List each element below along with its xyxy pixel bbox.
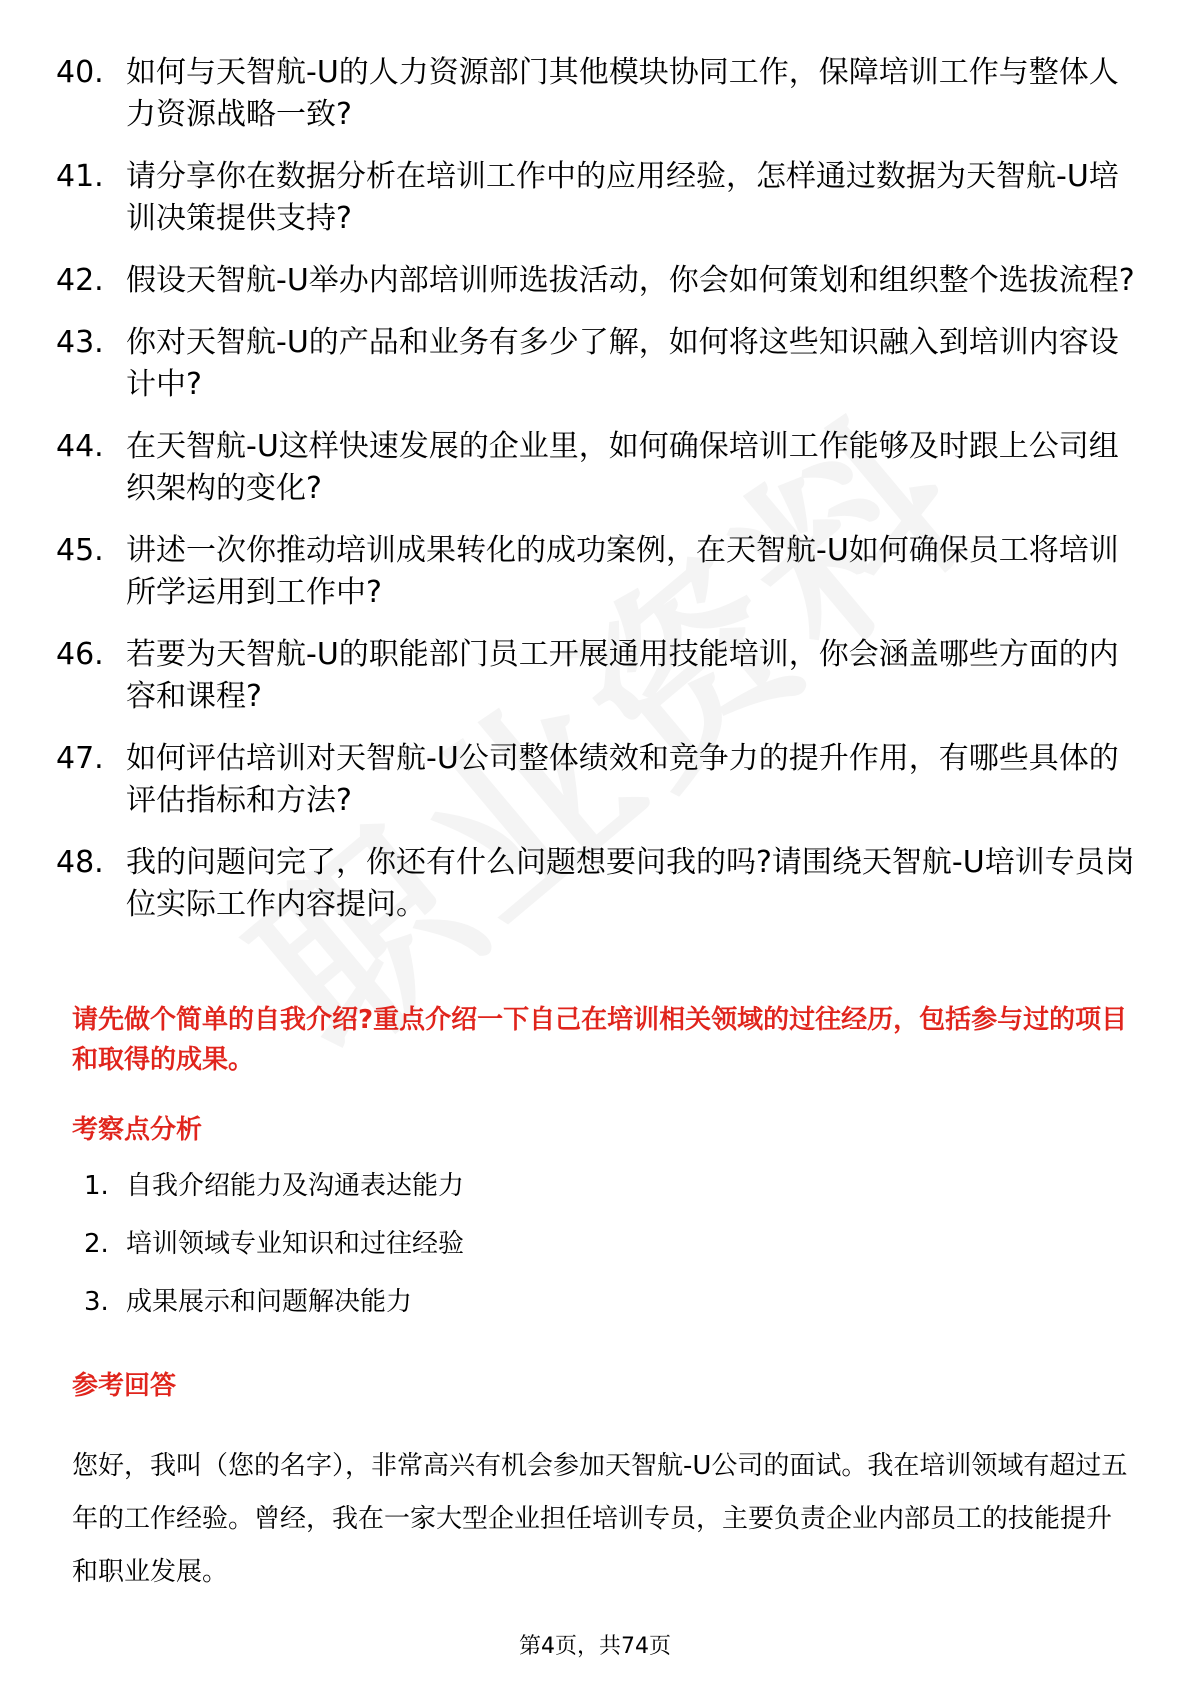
point-text: 培训领域专业知识和过往经验 [126,1229,465,1259]
page-footer: 第4页，共74页 [519,1634,671,1659]
question-number: 42. [56,263,104,298]
point-text: 自我介绍能力及沟通表达能力 [126,1171,465,1201]
question-item [56,52,1136,136]
question-item [56,260,1136,302]
question-item [56,842,1136,926]
question-text: 你对天智航-U的产品和业务有多少了解，如何将这些知识融入到培训内容设计中? [126,325,1119,402]
point-number: 3. [84,1287,109,1317]
question-item [56,634,1136,718]
question-text: 如何评估培训对天智航-U公司整体绩效和竞争力的提升作用，有哪些具体的评估指标和方法? [126,741,1119,818]
analysis-heading: 考察点分析 [72,1115,203,1145]
reference-answer: 您好，我叫（您的名字），非常高兴有机会参加天智航-U公司的面试。我在培训领域有超过五年的工作经验。曾经，我在一家大型企业担任培训专员，主要负责企业内部员工的技能提升和职业发展。 [72,1451,1128,1587]
question-text: 若要为天智航-U的职能部门员工开展通用技能培训，你会涵盖哪些方面的内容和课程? [126,637,1119,714]
question-number: 48. [56,845,104,880]
question-number: 43. [56,325,104,360]
question-item [56,322,1136,406]
question-text: 假设天智航-U举办内部培训师选拔活动，你会如何策划和组织整个选拔流程? [126,263,1135,298]
question-item [56,738,1136,822]
question-number: 47. [56,741,104,776]
question-item [56,426,1136,510]
analysis-point [84,1284,464,1320]
question-number: 46. [56,637,104,672]
intro-question: 请先做个简单的自我介绍?重点介绍一下自己在培训相关领域的过往经历，包括参与过的项目和取得的成果。 [72,1005,1128,1075]
question-number: 44. [56,429,104,464]
question-list [56,52,1136,946]
question-text: 我的问题问完了，你还有什么问题想要问我的吗?请围绕天智航-U培训专员岗位实际工作内容提问。 [126,845,1135,922]
analysis-point [84,1168,464,1204]
question-text: 如何与天智航-U的人力资源部门其他模块协同工作，保障培训工作与整体人力资源战略一致? [126,55,1119,132]
analysis-point [84,1226,464,1262]
question-text: 讲述一次你推动培训成果转化的成功案例，在天智航-U如何确保员工将培训所学运用到工作中? [126,533,1119,610]
question-number: 45. [56,533,104,568]
question-number: 40. [56,55,104,90]
question-number: 41. [56,159,104,194]
point-number: 1. [84,1171,109,1201]
point-number: 2. [84,1229,109,1259]
analysis-points [84,1168,464,1342]
question-text: 在天智航-U这样快速发展的企业里，如何确保培训工作能够及时跟上公司组织架构的变化? [126,429,1119,506]
question-text: 请分享你在数据分析在培训工作中的应用经验，怎样通过数据为天智航-U培训决策提供支持? [126,159,1119,236]
question-item [56,530,1136,614]
point-text: 成果展示和问题解决能力 [126,1287,413,1317]
question-item [56,156,1136,240]
reference-heading: 参考回答 [72,1371,177,1401]
